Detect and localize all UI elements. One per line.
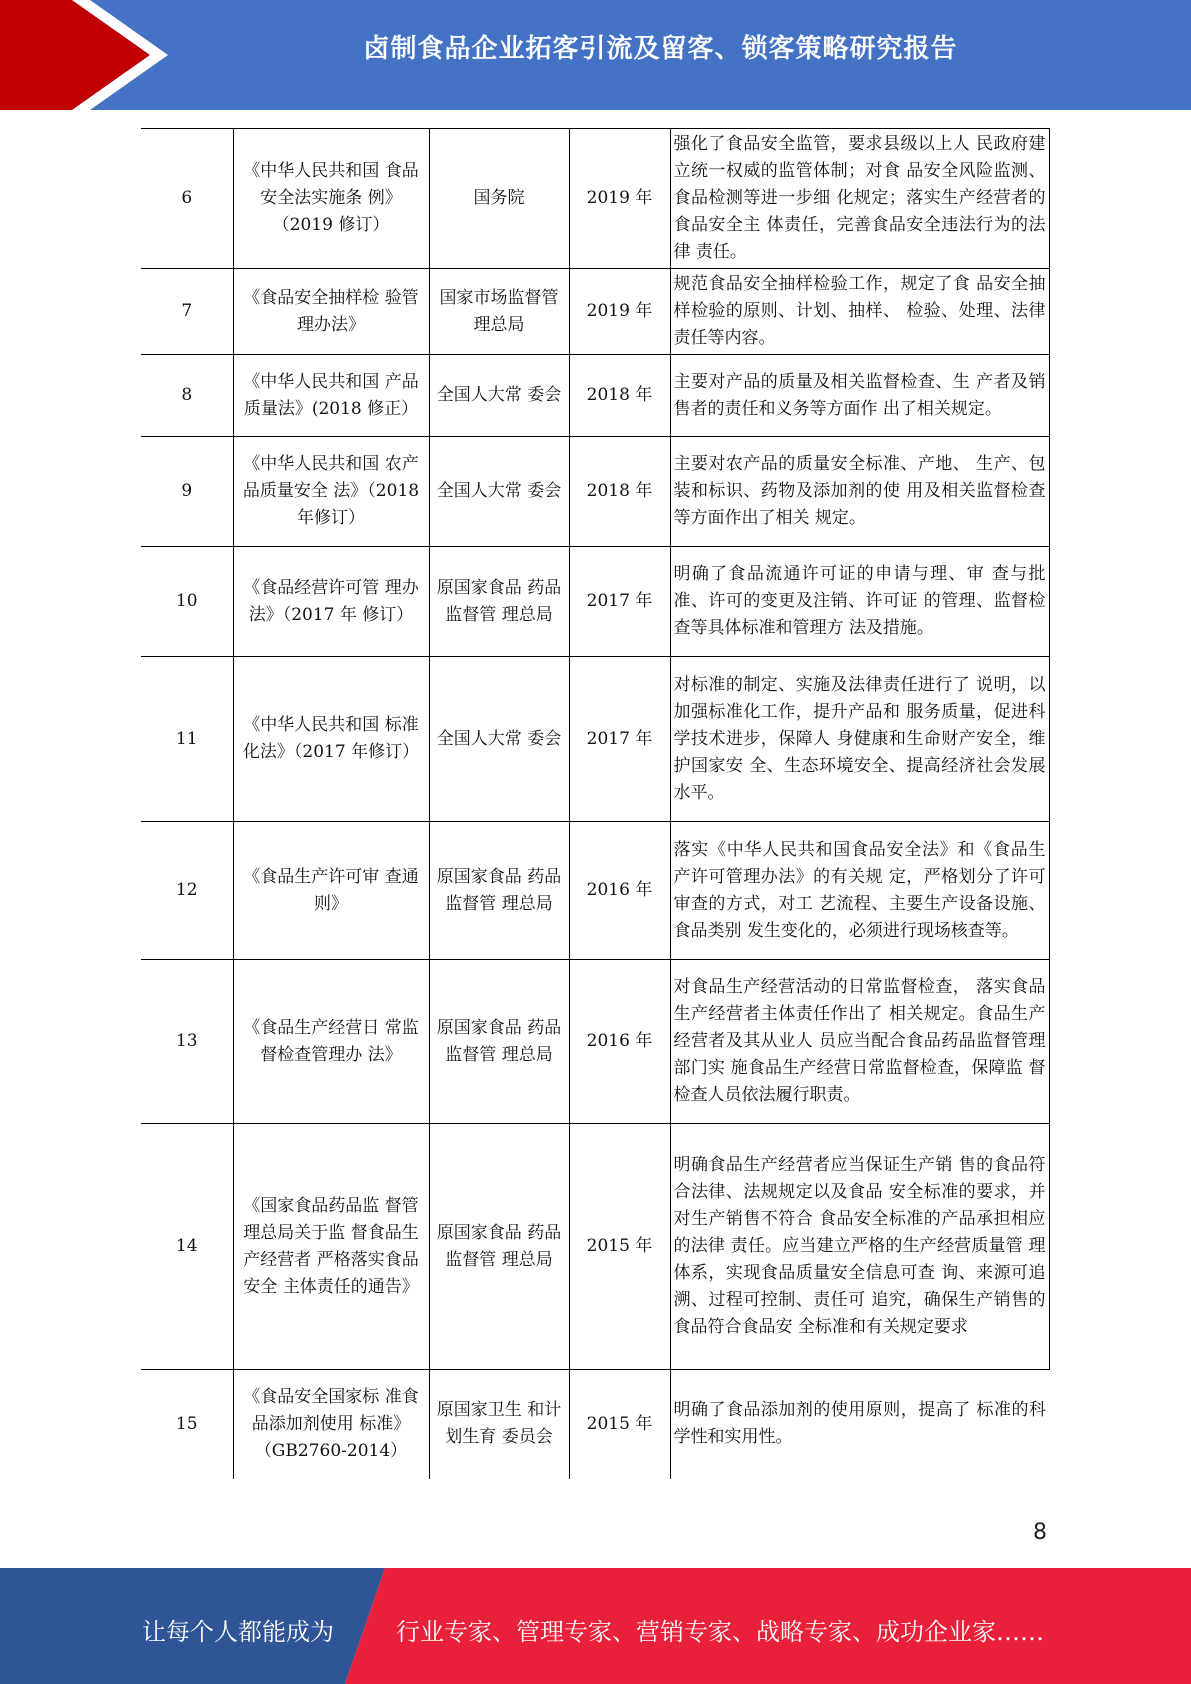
issue-year: 2018 年: [569, 437, 670, 547]
row-number: 6: [141, 129, 233, 269]
table-row: [141, 437, 1049, 547]
row-number: 15: [141, 1370, 233, 1479]
row-number: 12: [141, 822, 233, 960]
footer-slogan-right: 行业专家、管理专家、营销专家、战略专家、成功企业家……: [396, 1618, 1044, 1646]
row-number: 8: [141, 355, 233, 437]
issuing-authority: 国家市场监督管理总局: [429, 269, 569, 355]
table-row: [141, 269, 1049, 355]
issuing-authority: 原国家食品 药品监督管 理总局: [429, 822, 569, 960]
issuing-authority: 原国家食品 药品监督管 理总局: [429, 960, 569, 1124]
issue-year: 2015 年: [569, 1370, 670, 1479]
page-number: 8: [1033, 1520, 1047, 1545]
regulation-summary: 明确了食品流通许可证的申请与理、审 查与批准、许可的变更及注销、许可证 的管理、监督检查等具体标准和管理方 法及措施。: [670, 547, 1049, 657]
table-row: [141, 1370, 1049, 1479]
row-number: 14: [141, 1124, 233, 1370]
report-title: 卤制食品企业拓客引流及留客、锁客策略研究报告: [363, 34, 958, 64]
table-row: [141, 129, 1049, 269]
issue-year: 2017 年: [569, 657, 670, 822]
issuing-authority: 全国人大常 委会: [429, 657, 569, 822]
regulation-summary: 强化了食品安全监管，要求县级以上人 民政府建立统一权威的监管体制；对食 品安全风险监测、食品检测等进一步细 化规定；落实生产经营者的食品安全主 体责任，完善食品安全违法行为的法律 责任。: [670, 129, 1049, 269]
regulation-name: 《中华人民共和国 产品质量法》(2018 修正）: [233, 355, 429, 437]
regulation-name: 《食品生产经营日 常监督检查管理办 法》: [233, 960, 429, 1124]
regulation-name: 《食品经营许可管 理办法》（2017 年 修订）: [233, 547, 429, 657]
issue-year: 2017 年: [569, 547, 670, 657]
issuing-authority: 全国人大常 委会: [429, 437, 569, 547]
table-row: [141, 657, 1049, 822]
page-footer: [0, 1568, 1191, 1684]
regulation-name: 《国家食品药品监 督管理总局关于监 督食品生产经营者 严格落实食品安全 主体责任的通告》: [233, 1124, 429, 1370]
issue-year: 2016 年: [569, 960, 670, 1124]
regulation-summary: 主要对产品的质量及相关监督检查、生 产者及销售者的责任和义务等方面作 出了相关规定。: [670, 355, 1049, 437]
issuing-authority: 全国人大常 委会: [429, 355, 569, 437]
table-row: [141, 355, 1049, 437]
regulation-name: 《中华人民共和国 农产品质量安全 法》（2018 年修订）: [233, 437, 429, 547]
issue-year: 2019 年: [569, 269, 670, 355]
regulation-summary: 主要对农产品的质量安全标准、产地、 生产、包装和标识、药物及添加剂的使 用及相关监督检查等方面作出了相关 规定。: [670, 437, 1049, 547]
row-number: 13: [141, 960, 233, 1124]
regulation-summary: 对食品生产经营活动的日常监督检查， 落实食品生产经营者主体责任作出了 相关规定。食品生产经营者及其从业人 员应当配合食品药品监督管理部门实 施食品生产经营日常监督检查，保障监 督检查人员依法履行职责。: [670, 960, 1049, 1124]
regulation-summary: 对标准的制定、实施及法律责任进行了 说明，以加强标准化工作，提升产品和 服务质量，促进科学技术进步，保障人 身健康和生命财产安全，维护国家安 全、生态环境安全、提高经济社会发展 水平。: [670, 657, 1049, 822]
issuing-authority: 国务院: [429, 129, 569, 269]
issuing-authority: 原国家食品 药品监督管 理总局: [429, 547, 569, 657]
issue-year: 2016 年: [569, 822, 670, 960]
regulation-name: 《中华人民共和国 标准化法》（2017 年修订）: [233, 657, 429, 822]
regulations-table: [141, 128, 1050, 1479]
row-number: 11: [141, 657, 233, 822]
issue-year: 2019 年: [569, 129, 670, 269]
regulation-summary: 落实《中华人民共和国食品安全法》和《食品生产许可管理办法》的有关规 定，严格划分了许可审查的方式，对工 艺流程、主要生产设备设施、食品类别 发生变化的，必须进行现场核查等。: [670, 822, 1049, 960]
table-row: [141, 822, 1049, 960]
regulation-name: 《食品安全抽样检 验管理办法》: [233, 269, 429, 355]
table-row: [141, 960, 1049, 1124]
regulation-name: 《食品安全国家标 准食品添加剂使用 标准》（GB2760-2014）: [233, 1370, 429, 1479]
regulation-summary: 规范食品安全抽样检验工作，规定了食 品安全抽样检验的原则、计划、抽样、 检验、处理、法律责任等内容。: [670, 269, 1049, 355]
issuing-authority: 原国家卫生 和计划生育 委员会: [429, 1370, 569, 1479]
row-number: 10: [141, 547, 233, 657]
regulation-name: 《中华人民共和国 食品安全法实施条 例》（2019 修订）: [233, 129, 429, 269]
regulation-name: 《食品生产许可审 查通则》: [233, 822, 429, 960]
issue-year: 2018 年: [569, 355, 670, 437]
table-row: [141, 547, 1049, 657]
footer-slogan-left: 让每个人都能成为: [142, 1618, 334, 1646]
regulation-summary: 明确食品生产经营者应当保证生产销 售的食品符合法律、法规规定以及食品 安全标准的要求，并对生产销售不符合 食品安全标准的产品承担相应的法律 责任。应当建立严格的生产经营质量管 理体系，实现食品质量安全信息可查 询、来源可追溯、过程可控制、责任可 追究，确保生产销售的食品符合食品安 全标准和有关规定要求: [670, 1124, 1049, 1370]
row-number: 9: [141, 437, 233, 547]
table-row: [141, 1124, 1049, 1370]
row-number: 7: [141, 269, 233, 355]
issuing-authority: 原国家食品 药品监督管 理总局: [429, 1124, 569, 1370]
regulation-summary: 明确了食品添加剂的使用原则，提高了 标准的科学性和实用性。: [670, 1370, 1049, 1479]
page-header: [0, 0, 1191, 110]
issue-year: 2015 年: [569, 1124, 670, 1370]
